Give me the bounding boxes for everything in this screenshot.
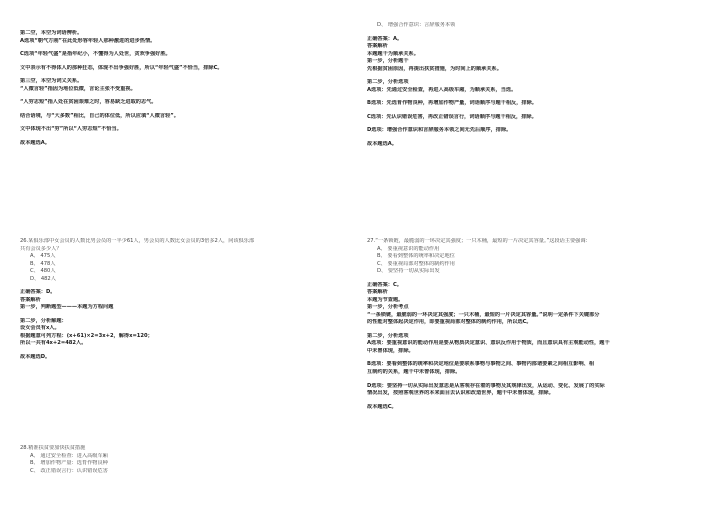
text-line: “人穷志短”指人处在贫困艰难之时，容易缺乏进取的志气。 [20, 99, 157, 106]
text-line: 第三空，本空为词义关系。 [20, 78, 83, 85]
text-line: 第一步，分析题干 [367, 58, 409, 65]
text-line: 文中体现不出“穷”所以“人穷志短”不恰当。 [20, 126, 122, 133]
text-line: B、 478人 [30, 260, 56, 267]
text-line: “人微言轻”指因为地位低微，言论主张不受重视。 [20, 85, 136, 92]
text-line: 所以一共有4x+2=482人。 [20, 340, 87, 347]
text-line: 正确答案：D。 [20, 289, 56, 296]
text-line: A、 通过安全检查：进入高级车厢 [30, 452, 108, 459]
text-line: A选项：要重视意识的能动作用是要从物质决定意识、意识反作用于物质，而且意识具有主观能动性，题干 [367, 340, 610, 347]
text-line: 根据题意可列方程：(x+61)×2=3x+2，解得x=120； [20, 332, 153, 339]
text-line: C、 要重视局部对整体的制约作用 [377, 260, 455, 267]
text-line: A、 要重视意识的能动作用 [377, 245, 440, 252]
text-line: 答案解析 [367, 43, 388, 50]
question-27 [367, 238, 702, 411]
text-line: 26.某俱乐部中女会员的人数比男会员的一半少61人，男会员的人数比女会员的3倍多2人，问该俱乐部 [20, 238, 255, 244]
text-line: 故本题选C。 [367, 403, 397, 410]
text-line: 本题为节查题。 [367, 296, 404, 303]
question-28 [20, 445, 345, 475]
text-line: 共有会员多少人？ [20, 245, 62, 252]
text-line: A选项：先通过安全检查，再进入高级车厢，为顺承关系，当选。 [367, 86, 517, 93]
text-line: 正确答案：A。 [367, 35, 403, 42]
text-line: 故本题选A。 [367, 140, 397, 147]
text-line: D、 要坚持一切从实际出发 [377, 268, 440, 275]
text-line: 27.“一条锁链，最脆弱的一环决定其强度；一只木桶，最短的一片决定其容量。”这段话主要强调： [367, 238, 591, 244]
text-line: 第一步，分析考点 [367, 304, 409, 311]
text-line: 答案解析 [20, 296, 41, 303]
text-line: 28.精准扶贫要加快扶贫措施 [20, 445, 86, 451]
text-line: 故本题选A。 [20, 139, 50, 146]
text-line: C选项：先认识错误危害，再改正错误言行，词语顺序与题干相反，排除。 [367, 113, 537, 120]
text-line: 正确答案：C。 [367, 281, 402, 288]
text-line: B选项：先选育作物良种，再增加作物产量，词语顺序与题干相反，排除。 [367, 100, 537, 107]
left-column-top [20, 30, 345, 147]
text-line: C选项“年轻气盛”是指年纪小，不懂得为人处世，贪欢争强好胜。 [20, 51, 171, 58]
text-line: 答案解析 [367, 289, 388, 296]
text-line: B选项：要看到整体的统率和决定地位是要联系事物与事物之间、事物内部诸要素之间相互影响、相 [367, 361, 595, 368]
text-line: 故本题选D。 [20, 353, 51, 360]
text-line: 第二步，分析选项 [367, 79, 409, 86]
text-line: 本题题干为顺承关系。 [367, 50, 419, 57]
text-line: 第二步，分析选项 [367, 332, 409, 339]
text-line: C、 改正错误言行：认识错误危害 [30, 467, 108, 474]
text-line: D选项：增强合作意识和言辞服务本领之间无先后顺序，排除。 [367, 127, 512, 134]
text-line: 第二步，分析解题： [20, 317, 67, 324]
right-column-top [367, 22, 702, 148]
text-line: 的性能对整体起决定作用，即要重视局部对整体的制约作用，所以选C。 [367, 319, 532, 326]
text-line: C、 480人 [30, 268, 56, 275]
text-line: D、 482人 [30, 275, 56, 282]
text-line: B、 要看到整体的统率和决定地位 [377, 253, 455, 260]
text-line: D、 增强合作意识：言辞服务本领 [377, 22, 456, 28]
text-line: 文中表示有不得体人的那种狂态，体现不出争强好胜，所以“年轻气盛”不恰当，排除C。 [20, 64, 223, 71]
text-line: “一条锁链，最脆弱的一环决定其强度；一只木桶，最短的一片决定其容量。”说明一定条件下关键部分 [367, 311, 600, 318]
text-line: A选项“朝气方刚”在此处形容年轻人那种激进的进步热情。 [20, 37, 156, 44]
text-line: A、 475人 [30, 253, 56, 260]
text-line: 结合语境，与“大多数”相比，自己的体位低，所以应填“人微言轻”。 [20, 112, 179, 119]
question-26 [20, 238, 345, 361]
text-line: 先根据贫困原因，再提出扶贫措施，为时间上的顺承关系。 [367, 65, 502, 72]
text-line: 情况出发，按照客观世界的本来面目去认识和改造世界，题干中未曾体现，排除。 [367, 390, 554, 397]
text-line: 中未曾体现，排除。 [367, 347, 414, 354]
text-line: B、 增加作物产量：选育作物良种 [30, 460, 108, 467]
text-line: 第二空，本空为词语辨析。 [20, 30, 83, 36]
text-line: 第一步，判断题型———本题为方程问题 [20, 304, 114, 311]
text-line: D选项：要坚持一切从实际出发意思是从客观存在着的事物及其规律出发，从运动、变化、发展了的实际 [367, 382, 605, 389]
text-line: 设女会员有x人。 [20, 325, 60, 332]
text-line: 互制约的关系，题干中未曾体现，排除。 [367, 368, 461, 375]
